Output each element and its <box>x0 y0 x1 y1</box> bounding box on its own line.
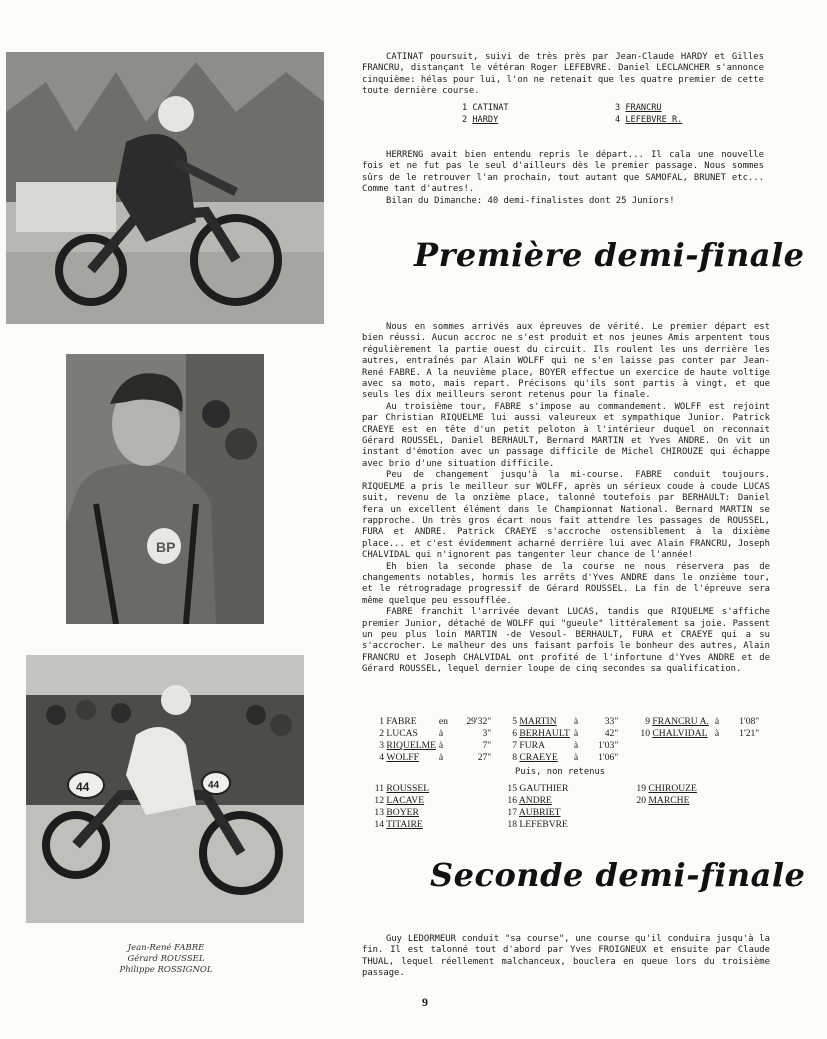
first-semifinal-report: Nous en sommes arrivés aux épreuves de vérité. Le premier départ est bien réussi. Aucun accroc ne s'est produit et nos jeunes Amis arpentent tous régulièrement la partie ouest du circuit. Ils roulent les uns derrière les autres, entraînés par Alain WOLFF qui ne s'en laisse pas conter par Jean-René FABRE. A la neuvième place, BOYER effectue un exercice de haute voltige avec sa moto, mais repart. Précisons qu'ils sont partis à vingt, et que seuls les dix meilleurs seront retenus pour la finale. Au troisième tour, FABRE s'impose au commandement. WOLFF est rejoint par Christian RIQUELME lui aussi valeureux et sympathique Junior. Patrick CRAEYE est en tête d'un petit peloton à l'intérieur duquel on reconnait Gérard ROUSSEL, Daniel BERHAULT, Bernard MARTIN et Yves ANDRE. On vit un instant d'émotion avec un passage difficile de Michel CHIROUZE qui échappe avec brio d'une situation difficile. Peu de changement jusqu'à la mi-course. FABRE conduit toujours. RIQUELME a pris le meilleur sur WOLFF, après un sérieux coude à coude LUCAS suit, revenu de la onzième place, talonné toutefois par BERHAULT: Daniel fera un excellent élément dans le Championnat National. Bernard MARTIN se rapproche. Un très gros écart nous fait attendre les passages de ROUSSEL, FURA et ANDRE. Patrick CRAEYE s'accroche ostensiblement à la dixième place... et c'est évidemment acharné derrière lui avec Alain FRANCRU, Joseph CHALVIDAL qui n'ignorent pas tangenter leur chance de l'année! Eh bien la seconde phase de la course ne nous réservera pas de changements notables, hormis les arrêts d'Yves ANDRE dans le onzième tour, et le rétrogradage progressif de Gérard ROUSSEL. La fin de l'épreuve sera même quelque peu essoufflée. FABRE franchit l'arrivée devant LUCAS, tandis que RIQUELME s'affiche premier Junior, détaché de WOLFF qui "gueule" littéralement sa joie. Passent un peu plus loin MARTIN -de Vesoul- BERHAULT, FURA et CRAEYE qui a su s'accrocher. Le malheur des uns faisant parfois le bonheur des autres, Alain FRANCRU et Joseph CHALVIDAL ont profité de l'infortune d'Yves ANDRE et de Gérard ROUSSEL, lequel dernier loupe de cinq secondes sa qualification. <box>362 322 770 675</box>
not-retained-row: 20 MARCHE <box>636 795 690 806</box>
result-row: 4 WOLFF à 27" <box>379 752 492 763</box>
photo-portrait-rider <box>66 354 264 624</box>
svg-text:44: 44 <box>208 780 220 791</box>
intro-result-3: 3 FRANCRU <box>615 103 662 113</box>
first-semifinal-results <box>370 716 770 836</box>
intro-result-1: 1 CATINAT <box>462 103 509 113</box>
heading-first-semifinal: Première demi-finale <box>414 236 805 274</box>
not-retained-row: 14 TITAIRE <box>374 819 423 830</box>
not-retained-row: 13 BOYER <box>374 807 419 818</box>
intro-result-4: 4 LEFEBVRE R. <box>615 115 683 125</box>
not-retained-row: 19 CHIROUZE <box>636 783 697 794</box>
photo-rider-crowd <box>26 655 304 923</box>
intro-paragraph-2: HERRENG avait bien entendu repris le départ... Il cala une nouvelle fois et ne fut pas le seul d'ailleurs dès le premier passage. Nous sommes sûrs de le retrouver l'an prochain, tout autant que SAMOFAL, BRUNET etc... Comme tant d'autres!. Bilan du Dimanche: 40 demi-finalistes dont 25 Juniors! <box>362 150 764 206</box>
not-retained-label: Puis, non retenus <box>515 767 606 777</box>
result-row: 1 FABRE en 29'32" <box>379 716 492 727</box>
intro-paragraph-1: CATINAT poursuit, suivi de très près par Jean-Claude HARDY et Gilles FRANCRU, distançant le vétéran Roger LEFEBVRE. Daniel LECLANCHER s'annonce cinquième: hélas pour lui, l'on ne retenait que les quatre premier de cette toute dernière course. <box>362 52 764 97</box>
not-retained-row: 11 ROUSSEL <box>374 783 430 794</box>
result-row: 7 FURA à 1'03" <box>512 740 619 751</box>
page-number: 9 <box>422 995 428 1009</box>
caption-line: Jean-René FABRE <box>127 943 205 953</box>
not-retained-row: 17 AUBRIET <box>507 807 561 818</box>
result-row: 6 BERHAULT à 42" <box>512 728 619 739</box>
second-semifinal-report: Guy LEDORMEUR conduit "sa course", une course qu'il conduira jusqu'à la fin. Il est talonné tout d'abord par Yves FROIGNEUX et ensuite par Claude THUAL, lequel réellement malchanceux, bouclera en queue lors du troisième passage. <box>362 934 770 979</box>
photo-caption <box>96 943 236 976</box>
not-retained-row: 12 LACAVE <box>374 795 425 806</box>
not-retained-row: 15 GAUTHIER <box>507 783 569 794</box>
caption-line: Philippe ROSSIGNOL <box>119 965 213 975</box>
result-row: 2 LUCAS à 3" <box>379 728 492 739</box>
not-retained-row: 16 ANDRE <box>507 795 552 806</box>
svg-text:BP: BP <box>156 539 176 555</box>
photo-rider-jumping <box>6 52 324 324</box>
intro-result-2: 2 HARDY <box>462 115 499 125</box>
svg-text:44: 44 <box>76 780 90 794</box>
not-retained-row: 18 LEFEBVRE <box>507 819 568 830</box>
caption-line: Gérard ROUSSEL <box>127 954 205 964</box>
result-row: 3 RIQUELME à 7" <box>379 740 492 751</box>
result-row: 5 MARTIN à 33" <box>512 716 619 727</box>
result-row: 10 CHALVIDAL à 1'21" <box>640 728 760 739</box>
heading-second-semifinal: Seconde demi-finale <box>430 856 806 894</box>
result-row: 8 CRAEYE à 1'06" <box>512 752 619 763</box>
result-row: 9 FRANCRU A. à 1'08" <box>645 716 760 727</box>
